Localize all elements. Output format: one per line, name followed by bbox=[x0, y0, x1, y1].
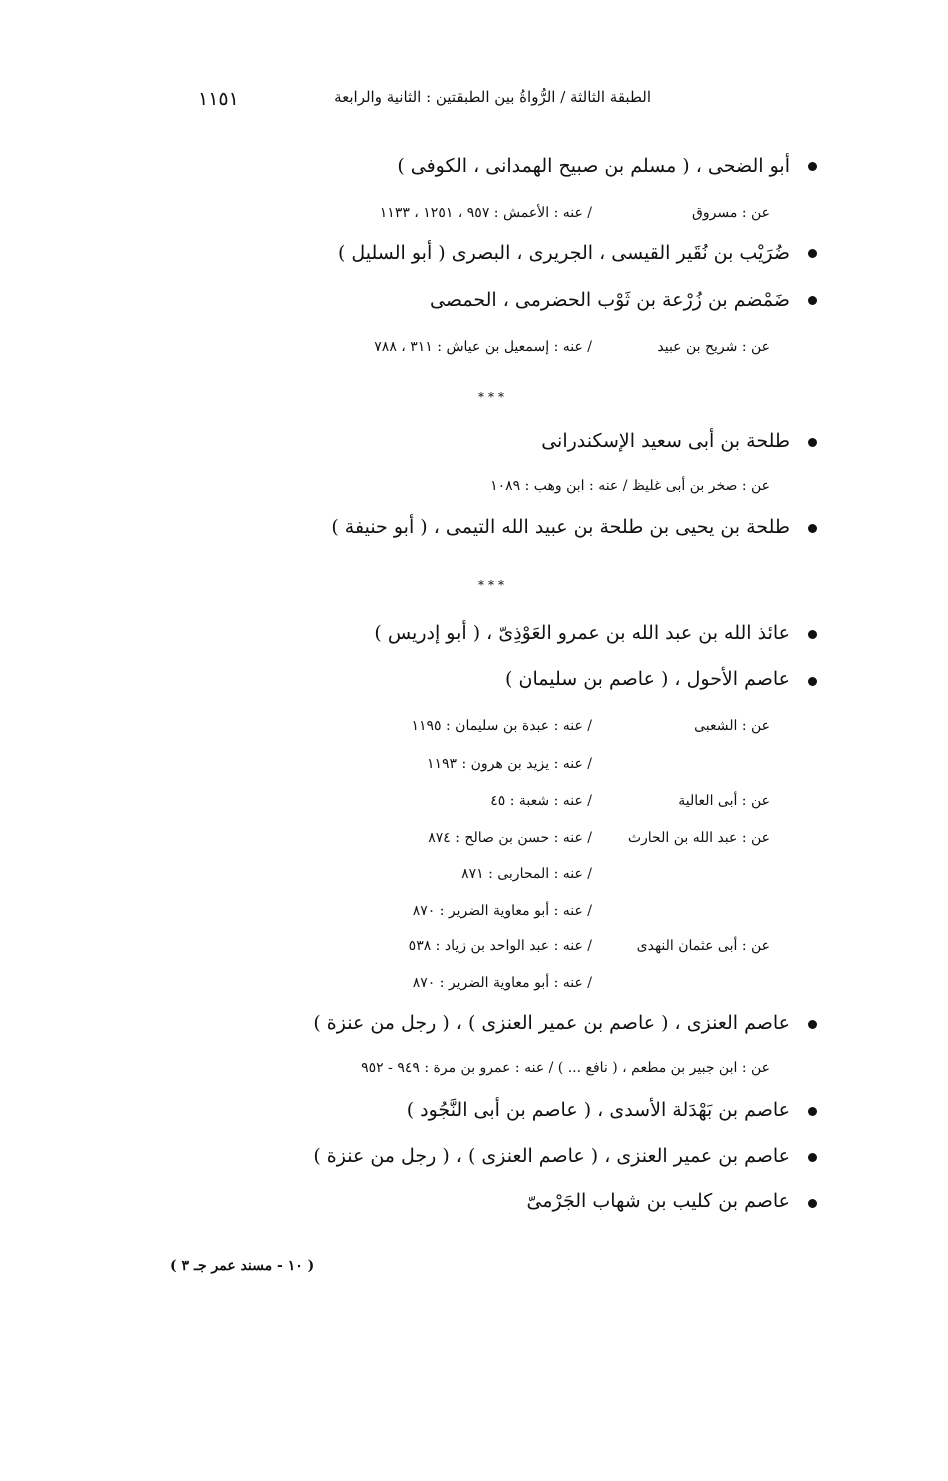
narrated-by: / عنه : شعبة : ٤٥ bbox=[490, 793, 592, 809]
entry-name: عاصم بن كليب بن شهاب الجَرْمىّ bbox=[526, 1190, 790, 1212]
entry-name: عائذ الله بن عبد الله بن عمرو العَوْذِىّ ، ( أبو إدريس ) bbox=[374, 622, 790, 644]
bullet-icon bbox=[808, 162, 817, 171]
narrated-by: / عنه : أبو معاوية الضرير : ٨٧٠ bbox=[412, 903, 592, 919]
bullet-icon bbox=[808, 249, 817, 258]
narrated-from: عن : مسروق bbox=[692, 205, 770, 221]
entry-name: عاصم بن عمير العنزى ، ( عاصم العنزى ) ، ( رجل من عنزة ) bbox=[313, 1145, 790, 1167]
bullet-icon bbox=[808, 1153, 817, 1162]
narrated-from: عن : عبد الله بن الحارث bbox=[627, 830, 770, 846]
bullet-icon bbox=[808, 1199, 817, 1208]
bullet-icon bbox=[808, 296, 817, 305]
bullet-icon bbox=[808, 438, 817, 447]
narrated-from: عن : أبى العالية bbox=[678, 793, 770, 809]
narrated-from: عن : الشعبى bbox=[694, 718, 770, 734]
bullet-icon bbox=[808, 677, 817, 686]
bullet-icon bbox=[808, 524, 817, 533]
narration-line: عن : صخر بن أبى غليظ / عنه : ابن وهب : ١٠٨٩ bbox=[490, 478, 770, 494]
bullet-icon bbox=[808, 1107, 817, 1116]
entry-name: عاصم العنزى ، ( عاصم بن عمير العنزى ) ، ( رجل من عنزة ) bbox=[313, 1012, 790, 1034]
bullet-icon bbox=[808, 1020, 817, 1029]
narrated-from: عن : أبى عثمان النهدى bbox=[636, 938, 770, 954]
page-number: ١١٥١ bbox=[198, 88, 239, 110]
narrated-by: / عنه : يزيد بن هرون : ١١٩٣ bbox=[426, 756, 592, 772]
narrated-by: / عنه : الأعمش : ٩٥٧ ، ١٢٥١ ، ١١٣٣ bbox=[379, 205, 592, 221]
narrated-by: / عنه : عبد الواحد بن زياد : ٥٣٨ bbox=[408, 938, 592, 954]
entry-name: عاصم بن بَهْدَلة الأسدى ، ( عاصم بن أبى النَّجُود ) bbox=[406, 1099, 790, 1121]
running-title: الطبقة الثالثة / الرُّواةُ بين الطبقتين : الثانية والرابعة bbox=[334, 88, 651, 106]
narrated-by: / عنه : المحاربى : ٨٧١ bbox=[461, 866, 592, 882]
entry-name: طلحة بن أبى سعيد الإسكندرانى bbox=[541, 430, 790, 452]
narrated-by: / عنه : أبو معاوية الضرير : ٨٧٠ bbox=[412, 975, 592, 991]
narrated-from: عن : شريح بن عبيد bbox=[657, 339, 770, 355]
entry-name: ضُرَيْب بن نُقَير القيسى ، الجريرى ، البصرى ( أبو السليل ) bbox=[337, 242, 790, 264]
separator: *** bbox=[478, 390, 508, 404]
separator: *** bbox=[478, 578, 508, 592]
narration-line: عن : ابن جبير بن مطعم ، ( نافع ... ) / عنه : عمرو بن مرة : ٩٤٩ - ٩٥٢ bbox=[361, 1060, 770, 1076]
entry-name: أبو الضحى ، ( مسلم بن صبيح الهمدانى ، الكوفى ) bbox=[397, 155, 790, 177]
narrated-by: / عنه : إسمعيل بن عياش : ٣١١ ، ٧٨٨ bbox=[374, 339, 592, 355]
narrated-by: / عنه : حسن بن صالح : ٨٧٤ bbox=[428, 830, 592, 846]
entry-name: طلحة بن يحيى بن طلحة بن عبيد الله التيمى ، ( أبو حنيفة ) bbox=[331, 516, 790, 538]
entry-name: ضَمْضم بن زُرْعة بن ثَوْب الحضرمى ، الحمصى bbox=[430, 289, 790, 311]
page-signature: ( ١٠ - مسند عمر جـ ٣ ) bbox=[170, 1258, 315, 1274]
entry-name: عاصم الأحول ، ( عاصم بن سليمان ) bbox=[505, 668, 790, 690]
narrated-by: / عنه : عبدة بن سليمان : ١١٩٥ bbox=[411, 718, 592, 734]
bullet-icon bbox=[808, 630, 817, 639]
